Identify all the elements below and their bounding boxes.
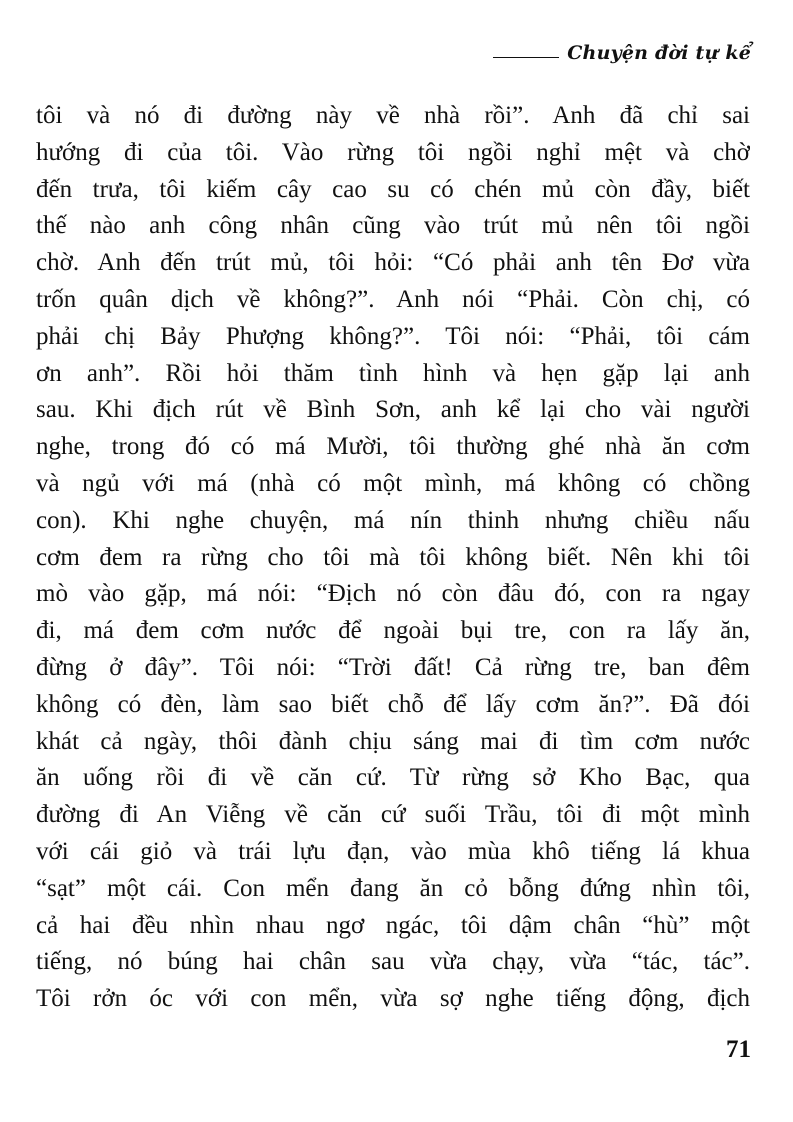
text-line: cả hai đều nhìn nhau ngơ ngác, tôi dậm chân “hù” một	[36, 911, 750, 939]
text-line: “sạt” một cái. Con mển đang ăn cỏ bỗng đứng nhìn tôi,	[36, 874, 750, 902]
text-line: đừng ở đây”. Tôi nói: “Trời đất! Cả rừng tre, ban đêm	[36, 653, 750, 681]
running-header	[493, 42, 751, 64]
text-line: nghe, trong đó có má Mười, tôi thường ghé nhà ăn cơm	[36, 433, 750, 461]
text-line: sau. Khi địch rút về Bình Sơn, anh kể lại cho vài người	[36, 396, 750, 424]
text-line: con). Khi nghe chuyện, má nín thinh nhưng chiều nấu	[36, 506, 750, 534]
text-line: tôi và nó đi đường này về nhà rồi”. Anh đã chỉ sai	[36, 102, 750, 129]
text-line: chờ. Anh đến trút mủ, tôi hỏi: “Có phải anh tên Đơ vừa	[36, 249, 750, 277]
text-line: Tôi rởn óc với con mển, vừa sợ nghe tiếng động, địch	[36, 985, 750, 1013]
text-line: không có đèn, làm sao biết chỗ để lấy cơm ăn?”. Đã đói	[36, 690, 750, 718]
text-line: đến trưa, tôi kiếm cây cao su có chén mủ còn đầy, biết	[36, 175, 750, 203]
text-line: đường đi An Viễng về căn cứ suối Trầu, tôi đi một mình	[36, 801, 750, 829]
text-line: mò vào gặp, má nói: “Địch nó còn đâu đó, con ra ngay	[36, 580, 750, 608]
text-line: thế nào anh công nhân cũng vào trút mủ nên tôi ngồi	[36, 212, 750, 240]
page-number: 71	[726, 1036, 751, 1063]
text-line: ăn uống rồi đi về căn cứ. Từ rừng sở Kho Bạc, qua	[36, 764, 750, 792]
text-line: đi, má đem cơm nước để ngoài bụi tre, con ra lấy ăn,	[36, 617, 750, 645]
text-line: phải chị Bảy Phượng không?”. Tôi nói: “Phải, tôi cám	[36, 322, 750, 350]
text-line: với cái giỏ và trái lựu đạn, vào mùa khô tiếng lá khua	[36, 837, 750, 865]
text-line: và ngủ với má (nhà có một mình, má không có chồng	[36, 469, 750, 497]
text-line: khát cả ngày, thôi đành chịu sáng mai đi tìm cơm nước	[36, 727, 750, 755]
text-line: trốn quân dịch về không?”. Anh nói “Phải. Còn chị, có	[36, 285, 750, 313]
text-line: hướng đi của tôi. Vào rừng tôi ngồi nghỉ mệt và chờ	[36, 138, 750, 166]
header-rule	[493, 57, 559, 58]
body-text	[36, 98, 750, 1018]
text-line: ơn anh”. Rồi hỏi thăm tình hình và hẹn gặp lại anh	[36, 359, 750, 387]
text-line: tiếng, nó búng hai chân sau vừa chạy, vừa “tác, tác”.	[36, 948, 750, 976]
text-line: cơm đem ra rừng cho tôi mà tôi không biết. Nên khi tôi	[36, 543, 750, 571]
header-title: Chuyện đời tự kể	[567, 42, 751, 64]
